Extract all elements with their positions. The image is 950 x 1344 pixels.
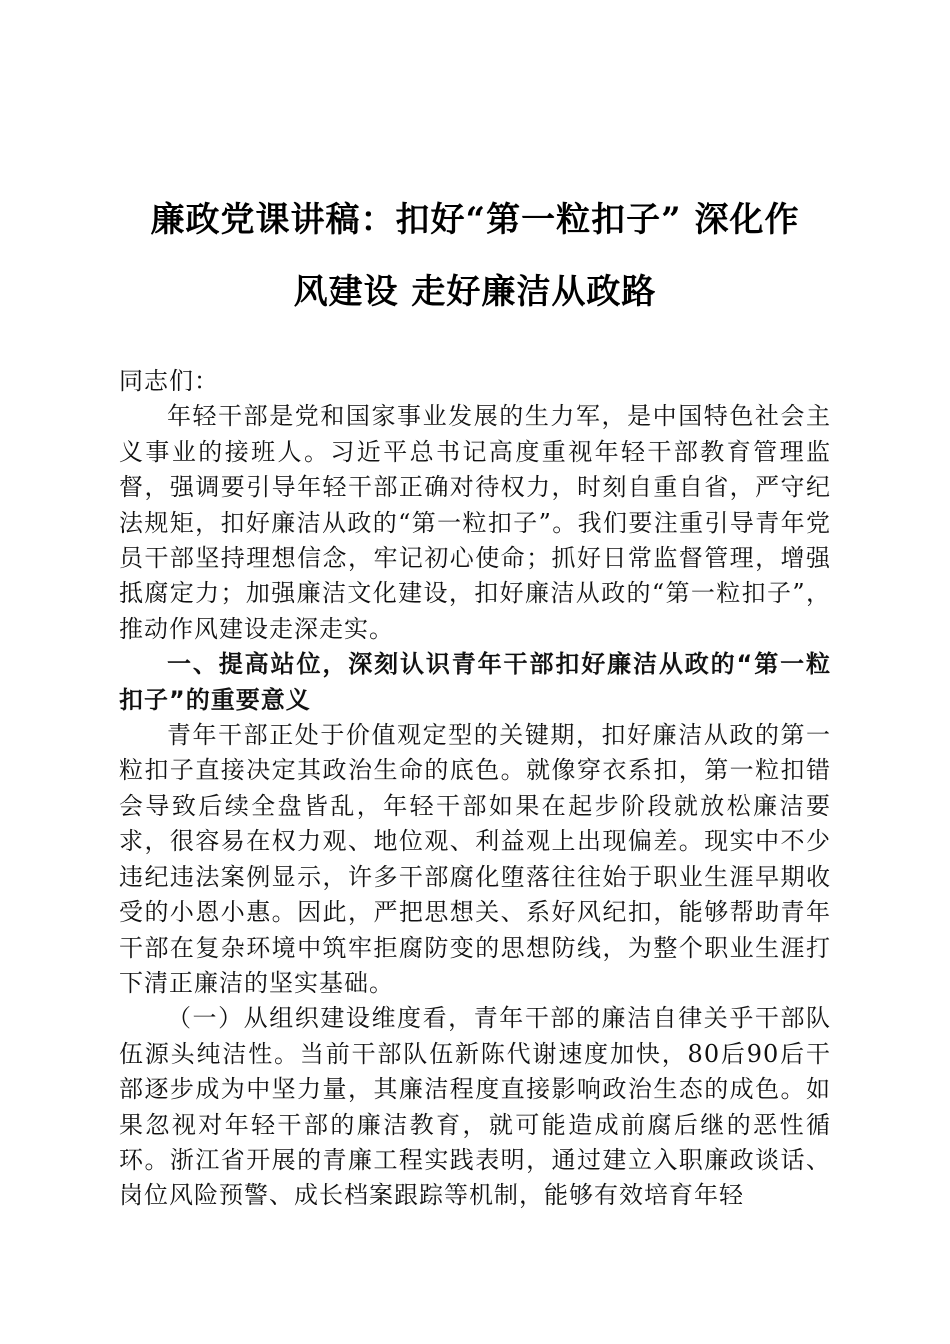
paragraph-section-1: 青年干部正处于价值观定型的关键期，扣好廉洁从政的第一粒扣子直接决定其政治生命的底色。就像穿衣系扣，第一粒扣错会导致后续全盘皆乱，年轻干部如果在起步阶段就放松廉洁要求，很容易在权力观、地位观、利益观上出现偏差。现实中不少违纪违法案例显示，许多干部腐化堕落往往始于职业生涯早期收受的小恩小惠。因此，严把思想关、系好风纪扣，能够帮助青年干部在复杂环境中筑牢拒腐防变的思想防线，为整个职业生涯打下清正廉洁的坚实基础。 [119,721,831,997]
title-line-2: 风建设 走好廉洁从政路 [293,272,657,312]
subsection-1-text: 当前干部队伍新陈代谢速度加快，80后90后干部逐步成为中坚力量，其廉洁程度直接影响政治生态的成色。如果忽视对年轻干部的廉洁教育，就可能造成前腐后继的恶性循环。浙江省开展的青廉工程实践表明，通过建立入职廉政谈话、岗位风险预警、成长档案跟踪等机制，能够有效培育年轻 [119,1039,832,1210]
title-line-1: 廉政党课讲稿：扣好“第一粒扣子” 深化作 [150,200,800,240]
paragraph-subsection-1 [119,1001,831,1213]
section-heading-1: 一、提高站位，深刻认识青年干部扣好廉洁从政的“第一粒扣子”的重要意义 [119,650,831,714]
paragraph-intro: 年轻干部是党和国家事业发展的生力军，是中国特色社会主义事业的接班人。习近平总书记高度重视年轻干部教育管理监督，强调要引导年轻干部正确对待权力，时刻自重自省，严守纪法规矩，扣好廉洁从政的“第一粒扣子”。我们要注重引导青年党员干部坚持理想信念，牢记初心使命；抓好日常监督管理，增强抵腐定力；加强廉洁文化建设，扣好廉洁从政的“第一粒扣子”，推动作风建设走深走实。 [119,402,831,643]
document-body [119,364,831,1214]
document-title [110,184,840,328]
subsection-1-lead: （一）从组织建设维度看，青年干部的廉洁自律关乎干部队伍源头纯洁性。 [119,1004,831,1068]
salutation: 同志们： [119,367,219,395]
